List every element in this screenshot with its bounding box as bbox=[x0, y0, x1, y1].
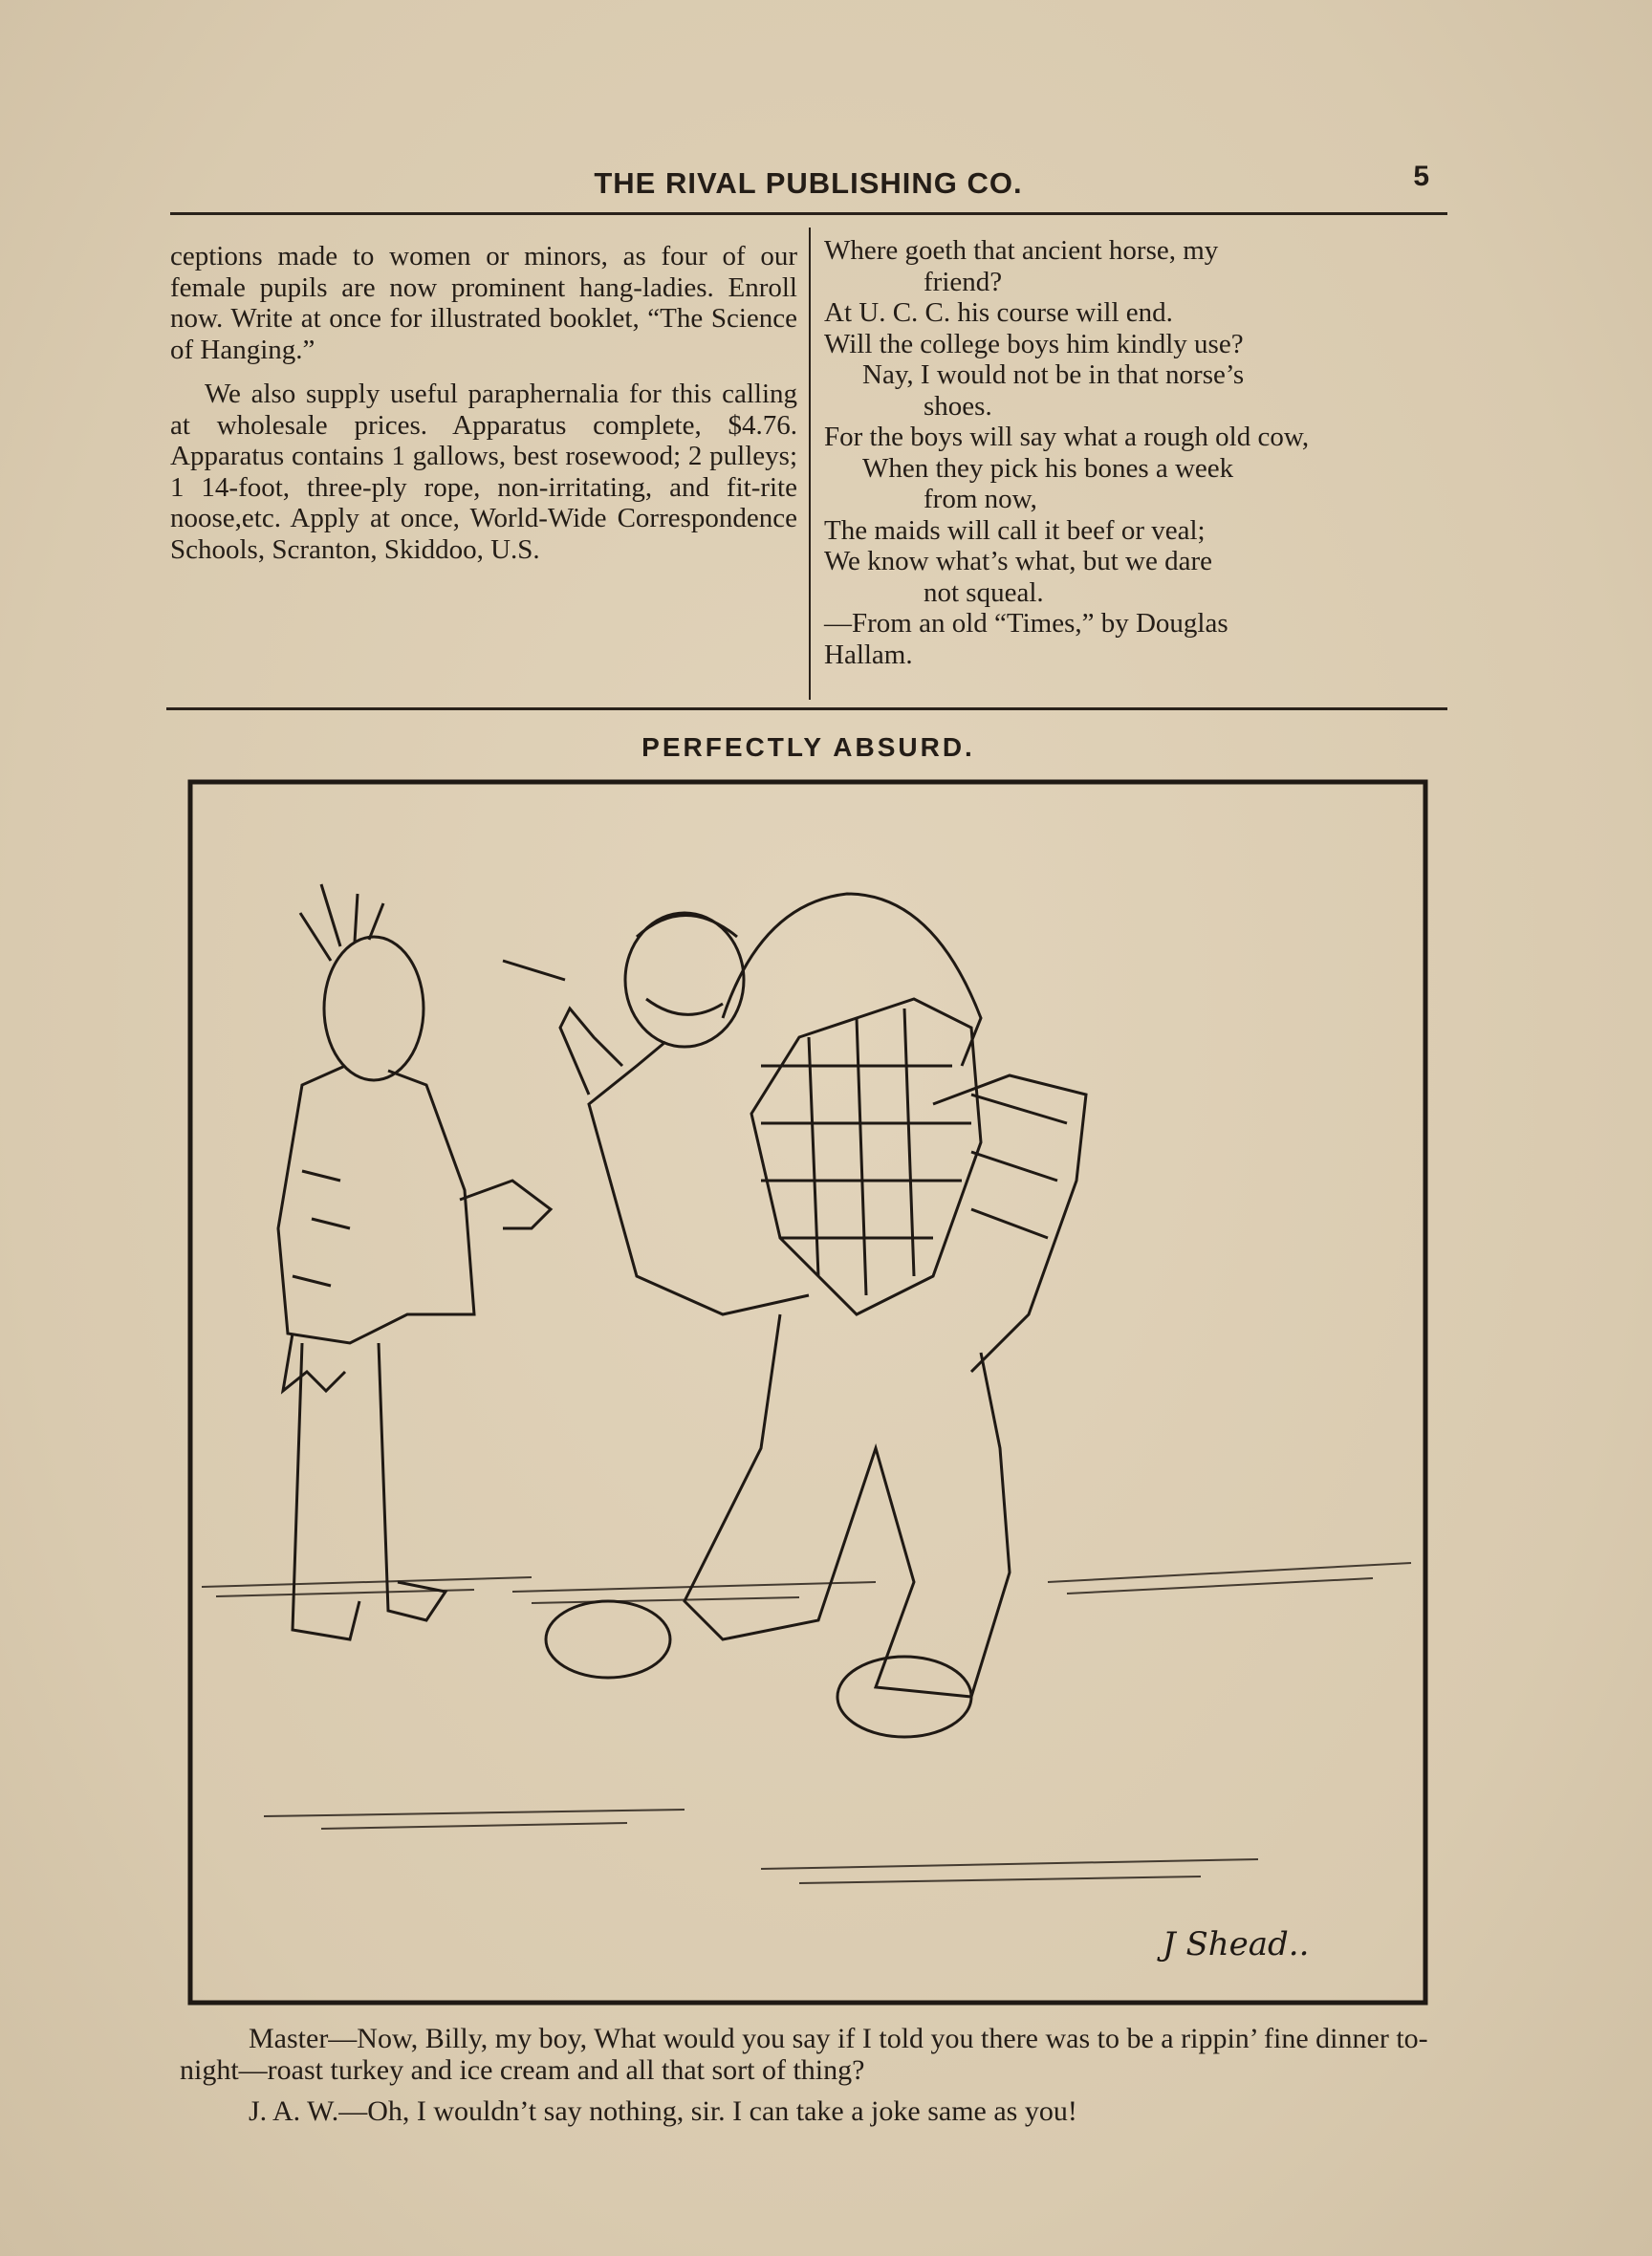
header-rule bbox=[170, 212, 1447, 215]
left-paragraph-2: We also supply useful paraphernalia for this calling at wholesale prices. Apparatus complete, $4.76. Apparatus contains 1 gallows, best rosewood; 2 pulleys; 1 14-foot, three-ply rope, non-irritating, and fit-rite noose,etc. Apply at once, World-Wide Correspondence Schools, Scranton, Skiddoo, U.S. bbox=[170, 379, 797, 565]
column-divider bbox=[809, 228, 811, 700]
poem-verse bbox=[824, 235, 1446, 670]
poem-line: from now, bbox=[924, 484, 1037, 514]
artist-signature: J Shead.. bbox=[1163, 1925, 1310, 1963]
poem-line: The maids will call it beef or veal; bbox=[824, 514, 1206, 546]
section-rule bbox=[166, 707, 1447, 710]
cartoon-title: PERFECTLY ABSURD. bbox=[641, 732, 975, 762]
poem-line: shoes. bbox=[924, 390, 992, 422]
caption-reply-line: J. A. W.—Oh, I wouldn’t say nothing, sir. I can take a joke same as you! bbox=[249, 2095, 1077, 2127]
poem-line: We know what’s what, but we dare bbox=[824, 546, 1212, 576]
right-column-poem bbox=[824, 235, 1446, 670]
poem-line: Where goeth that ancient horse, my bbox=[824, 235, 1219, 266]
cartoon-drawing bbox=[187, 779, 1428, 2006]
boy-figure bbox=[278, 884, 551, 1639]
poem-line: Will the college boys him kindly use? bbox=[824, 328, 1244, 359]
poem-line: At U. C. C. his course will end. bbox=[824, 297, 1173, 328]
running-header bbox=[170, 161, 1446, 210]
poem-line: For the boys will say what a rough old cow, bbox=[824, 422, 1310, 452]
poem-line: not squeal. bbox=[924, 576, 1044, 608]
left-column bbox=[170, 241, 797, 578]
poem-line: friend? bbox=[924, 266, 1003, 297]
cartoon-illustration bbox=[187, 779, 1428, 2006]
cartoon-caption bbox=[180, 2023, 1432, 2127]
publication-title: THE RIVAL PUBLISHING CO. bbox=[594, 166, 1023, 200]
poem-line: —From an old “Times,” by Douglas bbox=[824, 608, 1228, 639]
left-paragraph-1: ceptions made to women or minors, as four of our female pupils are now prominent hang-ladies. Enroll now. Write at once for illustrated booklet, “The Science of Hanging.” bbox=[170, 241, 797, 365]
page-number: 5 bbox=[1413, 161, 1429, 192]
poem-line: Hallam. bbox=[824, 639, 913, 670]
poem-line: When they pick his bones a week bbox=[862, 452, 1234, 484]
caption-master-line: Master—Now, Billy, my boy, What would you say if I told you there was to be a rippin’ fine dinner to-night—roast turkey and ice cream and all that sort of thing? bbox=[180, 2023, 1428, 2086]
master-figure bbox=[503, 894, 1086, 1737]
poem-line: Nay, I would not be in that norse’s bbox=[862, 359, 1245, 390]
